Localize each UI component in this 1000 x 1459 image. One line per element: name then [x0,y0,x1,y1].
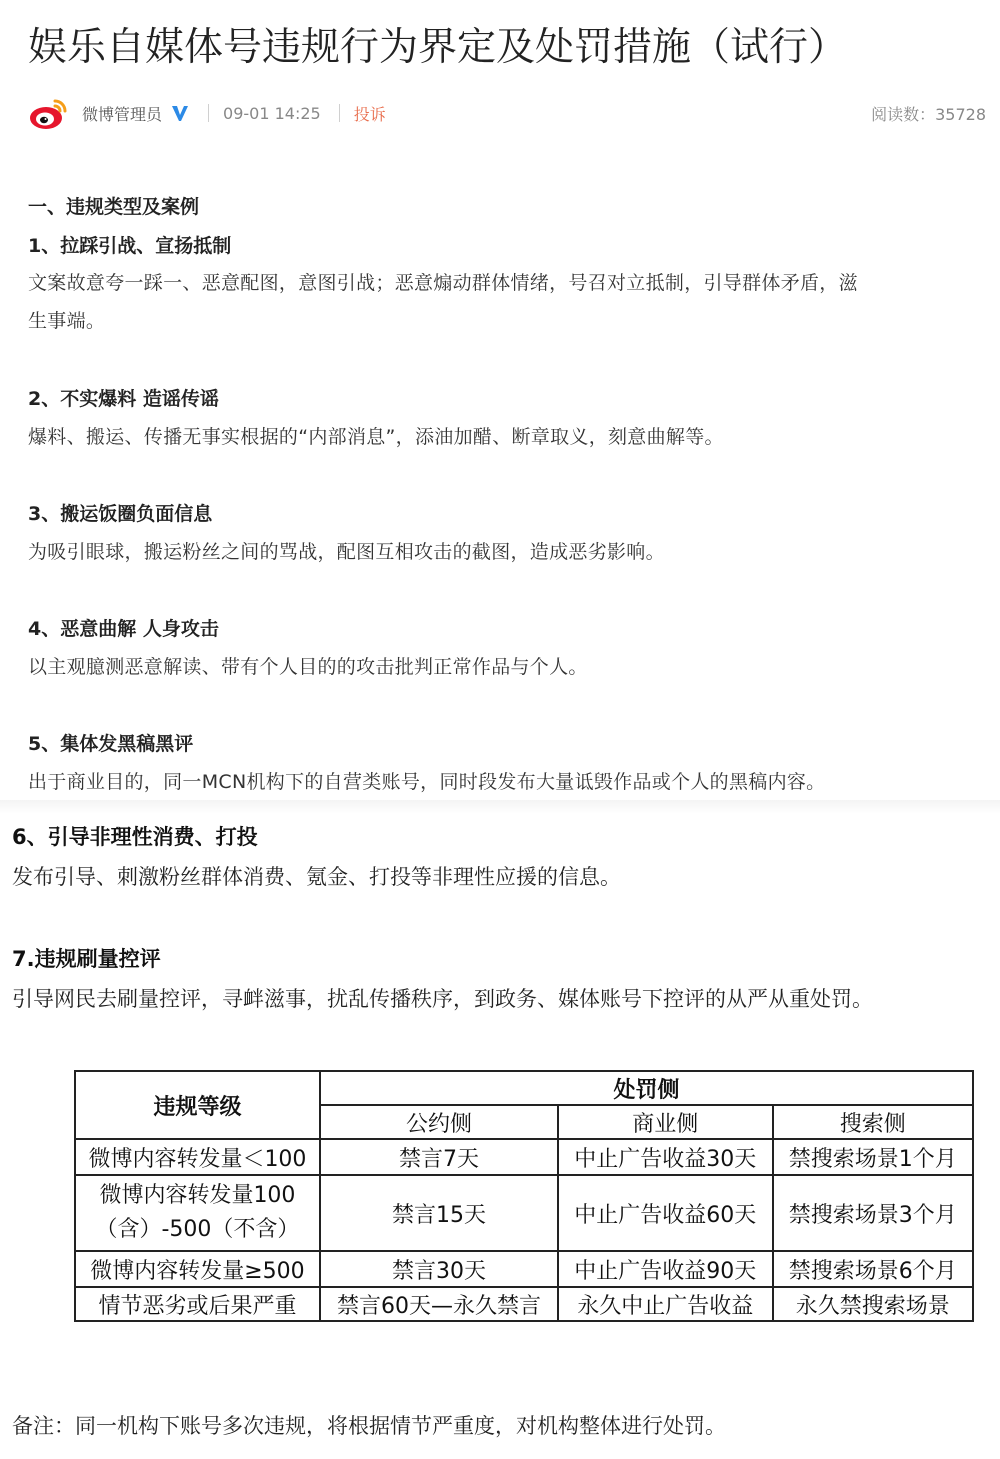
meta-divider [208,104,209,122]
table-header-level: 违规等级 [75,1071,320,1139]
violation-desc: 发布引导、刺激粉丝群体消费、氪金、打投等非理性应援的信息。 [12,865,621,889]
violation-title: 3、搬运饭圈负面信息 [28,503,213,525]
table-cell-level: 微博内容转发量＜100 [75,1139,320,1175]
meta-divider [339,104,340,122]
table-cell: 中止广告收益60天 [558,1175,772,1251]
table-cell: 禁搜索场景6个月 [773,1251,974,1287]
verified-v-icon [170,103,190,123]
violation-item [28,495,988,571]
violation-item [28,725,988,801]
section-heading: 一、违规类型及案例 [28,196,200,218]
violation-title: 2、不实爆料 造谣传谣 [28,388,219,410]
violation-desc: 为吸引眼球，搬运粉丝之间的骂战，配图互相攻击的截图，造成恶劣影响。 [28,541,665,563]
table-header-penalty: 处罚侧 [320,1071,973,1105]
violation-desc: 出于商业目的，同一MCN机构下的自营类账号，同时段发布大量诋毁作品或个人的黑稿内容。 [28,771,826,793]
penalty-table [74,1070,974,1322]
violation-item [28,228,988,340]
table-row [75,1287,973,1321]
table-cell: 禁搜索场景1个月 [773,1139,974,1175]
table-row [75,1175,973,1251]
author-name[interactable]: 微博管理员 [82,104,163,124]
table-cell: 禁言15天 [320,1175,558,1251]
table-cell: 中止广告收益90天 [558,1251,772,1287]
table-subheader: 商业侧 [558,1105,772,1139]
violation-title: 6、引导非理性消费、打投 [12,825,258,849]
violation-desc: 以主观臆测恶意解读、带有个人目的的攻击批判正常作品与个人。 [28,656,588,678]
table-cell: 中止广告收益30天 [558,1139,772,1175]
violation-desc: 生事端。 [28,310,106,332]
violation-desc: 引导网民去刷量控评，寻衅滋事，扰乱传播秩序，到政务、媒体账号下控评的从严从重处罚。 [12,987,873,1011]
violation-item [28,380,988,456]
table-cell: 禁言60天—永久禁言 [320,1287,558,1321]
table-cell-level: 微博内容转发量100 （含）-500（不含） [75,1175,320,1251]
table-row [75,1139,973,1175]
article-title: 娱乐自媒体号违规行为界定及处罚措施（试行） [28,25,848,70]
violation-item [28,610,988,686]
violation-item [12,818,987,898]
violation-desc: 爆料、搬运、传播无事实根据的“内部消息”，添油加醋、断章取义，刻意曲解等。 [28,426,724,448]
violation-item [12,940,987,1020]
report-link[interactable]: 投诉 [353,104,386,124]
image-seam-divider [0,800,1000,814]
table-subheader: 公约侧 [320,1105,558,1139]
table-cell: 永久禁搜索场景 [773,1287,974,1321]
table-subheader: 搜索侧 [773,1105,974,1139]
table-cell-level: 情节恶劣或后果严重 [75,1287,320,1321]
violation-title: 5、集体发黑稿黑评 [28,733,194,755]
footnote: 备注：同一机构下账号多次违规，将根据情节严重度，对机构整体进行处罚。 [12,1414,726,1438]
violation-title: 1、拉踩引战、宣扬抵制 [28,235,232,257]
publish-time: 09-01 14:25 [223,103,321,123]
violation-title: 4、恶意曲解 人身攻击 [28,618,219,640]
violation-desc: 文案故意夸一踩一、恶意配图，意图引战；恶意煽动群体情绪，号召对立抵制，引导群体矛盾，滋 [28,272,858,294]
violation-title: 7.违规刷量控评 [12,947,161,971]
read-count: 阅读数：35728 [871,104,986,124]
article-meta [28,92,986,134]
table-row [75,1251,973,1287]
table-cell-level: 微博内容转发量≥500 [75,1251,320,1287]
table-cell: 禁言30天 [320,1251,558,1287]
table-cell: 禁搜索场景3个月 [773,1175,974,1251]
table-cell: 永久中止广告收益 [558,1287,772,1321]
table-cell: 禁言7天 [320,1139,558,1175]
weibo-logo-icon[interactable] [28,93,68,133]
